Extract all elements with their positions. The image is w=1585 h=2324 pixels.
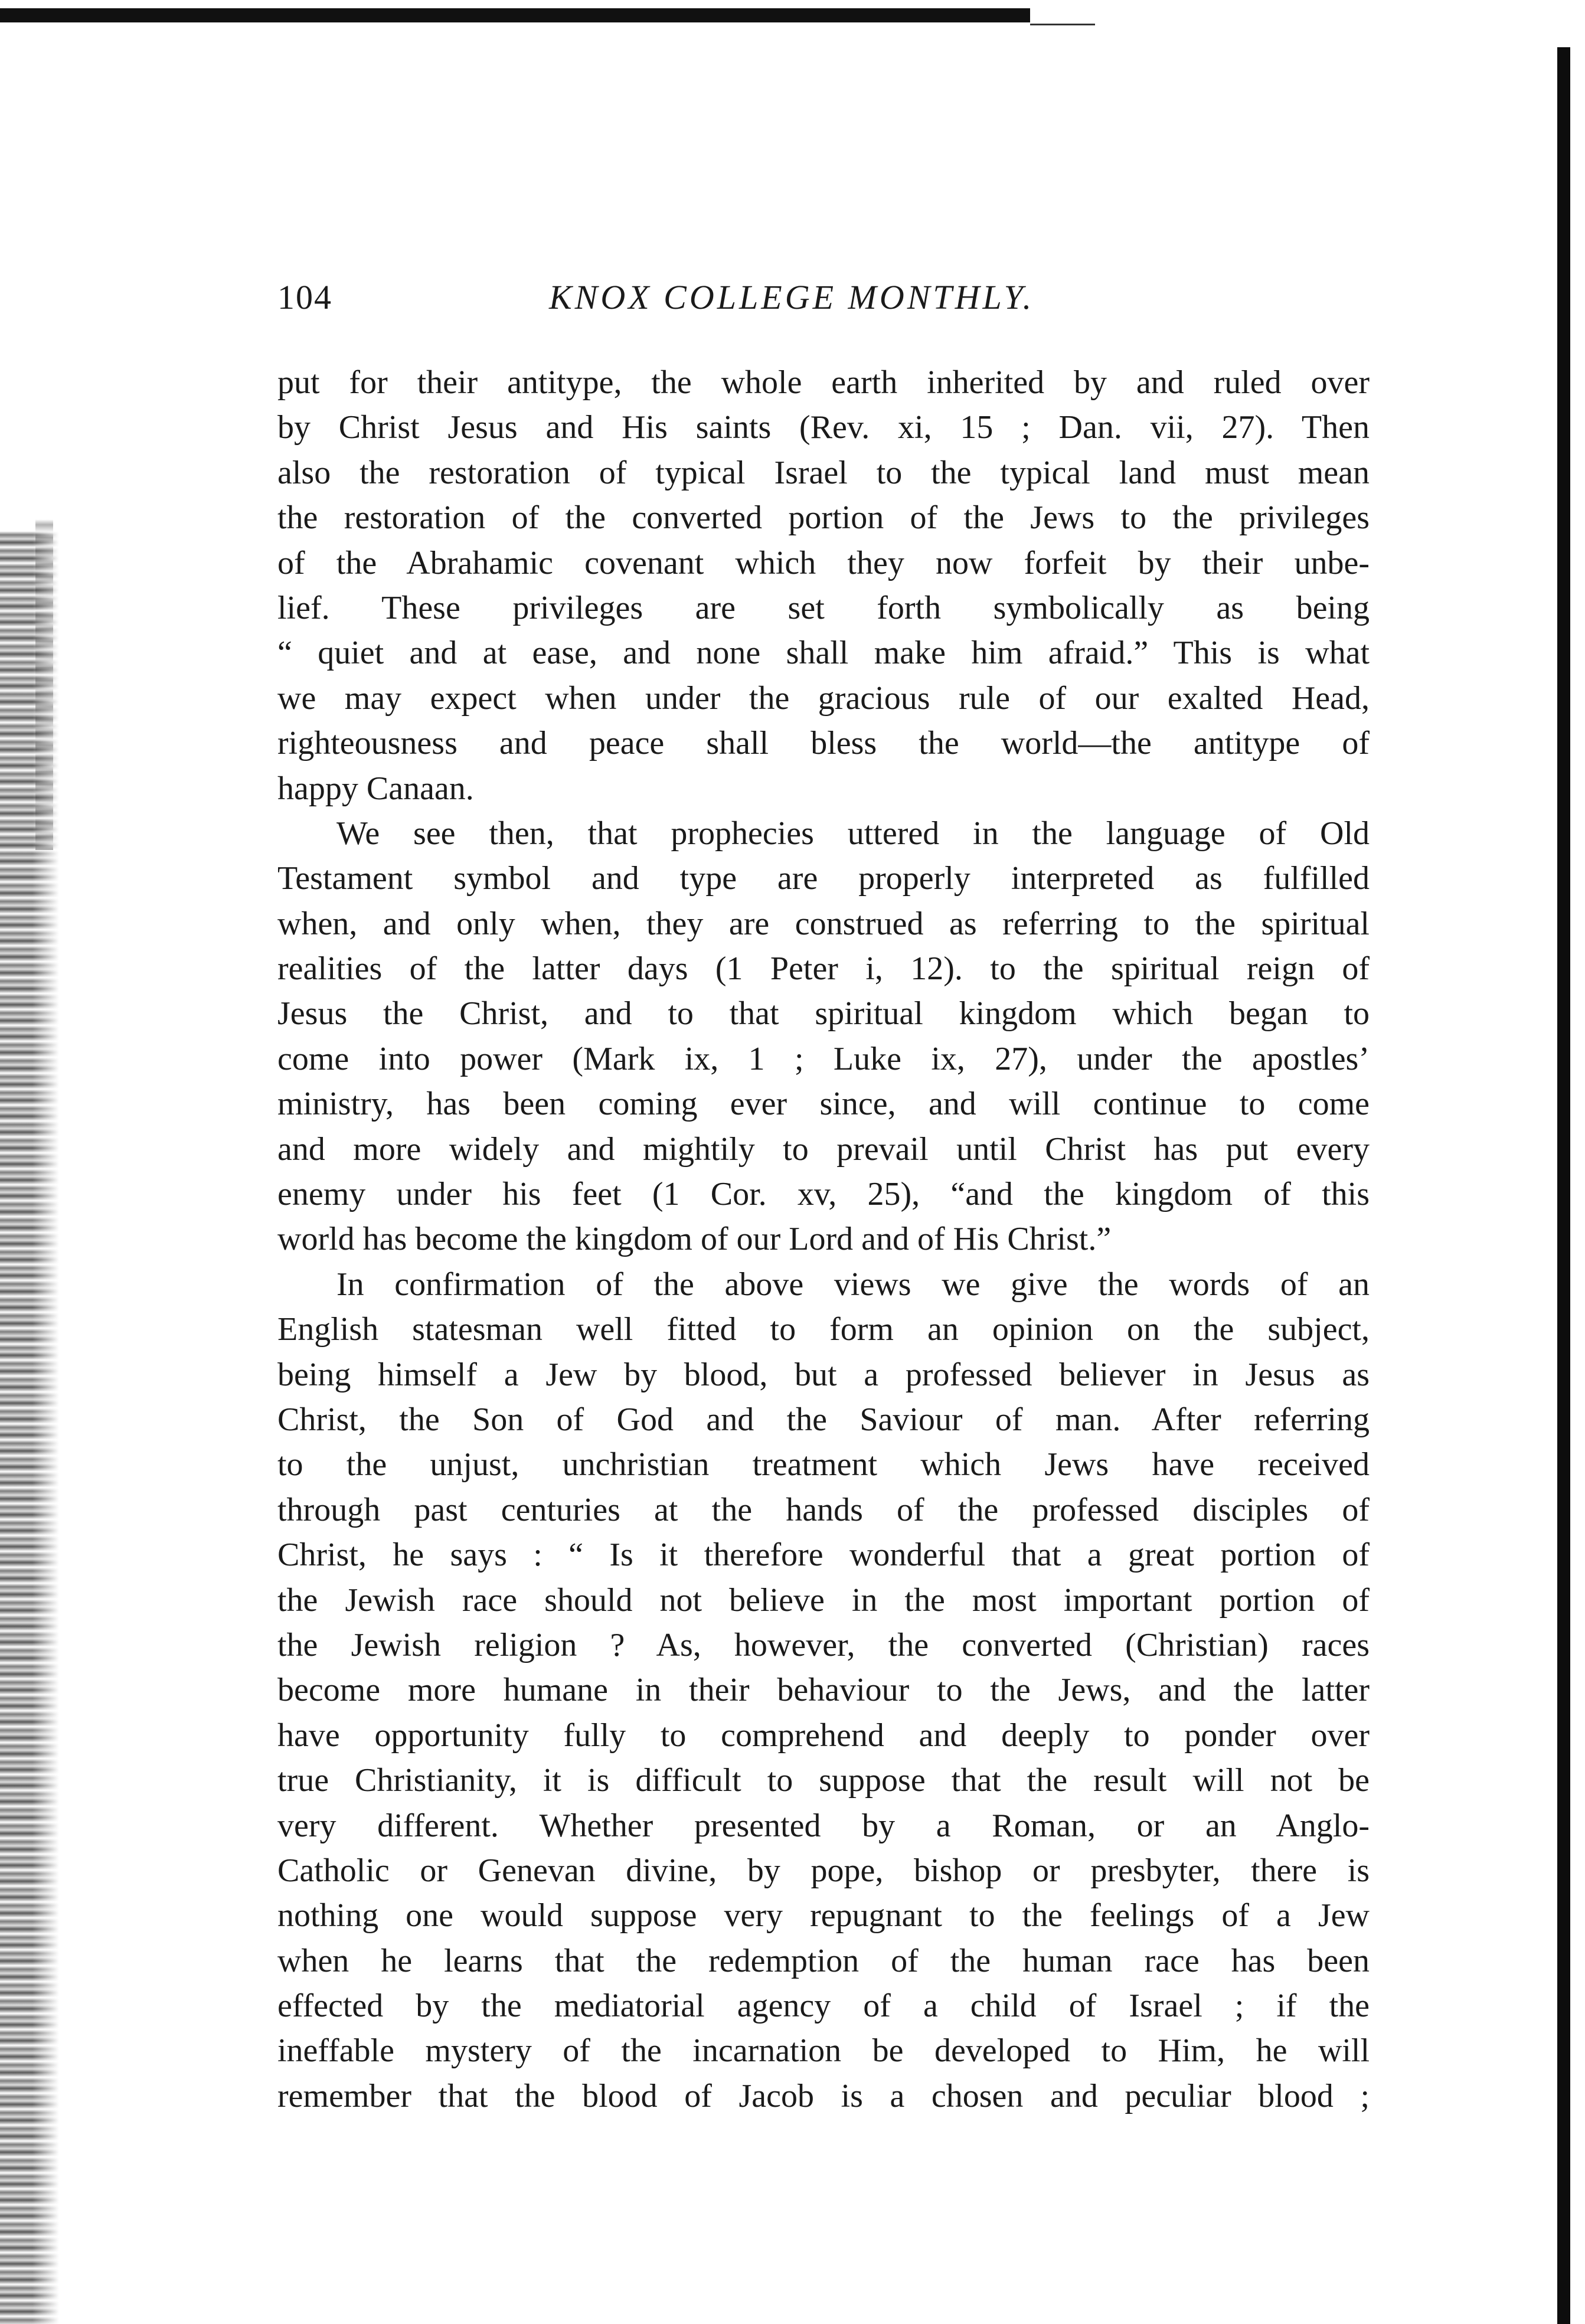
text-line: “ quiet and at ease, and none shall make him afraid.” This is what	[277, 635, 1370, 672]
text-line: come into power (Mark ix, 1 ; Luke ix, 27), under the apostles’	[277, 1040, 1370, 1077]
text-line: Catholic or Genevan divine, by pope, bishop or presbyter, there is	[277, 1852, 1370, 1889]
text-line: the restoration of the converted portion of the Jews to the privileges	[277, 499, 1370, 537]
left-binding-edge-specks	[35, 519, 53, 850]
text-line: and more widely and mightily to prevail until Christ has put every	[277, 1130, 1370, 1168]
paragraph-start-line: We see then, that prophecies uttered in the language of Old	[336, 815, 1370, 852]
text-line: we may expect when under the gracious rule of our exalted Head,	[277, 679, 1370, 717]
text-line: have opportunity fully to comprehend and deeply to ponder over	[277, 1717, 1370, 1754]
running-title: KNOX COLLEGE MONTHLY.	[549, 278, 1035, 316]
body-text	[277, 360, 1370, 2119]
text-line: when, and only when, they are construed as referring to the spiritual	[277, 905, 1370, 942]
text-line: also the restoration of typical Israel to the typical land must mean	[277, 454, 1370, 491]
text-line: true Christianity, it is difficult to suppose that the result will not be	[277, 1762, 1370, 1799]
text-line: become more humane in their behaviour to the Jews, and the latter	[277, 1672, 1370, 1709]
text-line: ineffable mystery of the incarnation be developed to Him, he will	[277, 2032, 1370, 2070]
paragraph-start-line: In confirmation of the above views we give the words of an	[336, 1266, 1370, 1303]
text-line: remember that the blood of Jacob is a chosen and peculiar blood ;	[277, 2077, 1370, 2114]
text-line: realities of the latter days (1 Peter i, 12). to the spiritual reign of	[277, 950, 1370, 988]
text-line: enemy under his feet (1 Cor. xv, 25), “and the kingdom of this	[277, 1176, 1370, 1213]
top-border-rule	[0, 8, 1030, 22]
text-line: the Jewish religion ? As, however, the converted (Christian) races	[277, 1626, 1370, 1663]
text-line: English statesman well fitted to form an opinion on the subject,	[277, 1311, 1370, 1348]
text-line: through past centuries at the hands of the professed disciples of	[277, 1491, 1370, 1528]
text-line: the Jewish race should not believe in the most important portion of	[277, 1581, 1370, 1619]
text-line: of the Abrahamic covenant which they now forfeit by their unbe-	[277, 544, 1370, 581]
text-line: Jesus the Christ, and to that spiritual kingdom which began to	[277, 995, 1370, 1032]
page-number: 104	[277, 278, 332, 316]
text-line: ministry, has been coming ever since, and will continue to come	[277, 1086, 1370, 1123]
paragraph-end-line: happy Canaan.	[277, 770, 474, 807]
text-line: Christ, he says : “ Is it therefore wonderful that a great portion of	[277, 1537, 1370, 1574]
right-page-edge	[1557, 47, 1570, 2324]
page-header	[277, 277, 1370, 331]
text-line: to the unjust, unchristian treatment which Jews have received	[277, 1446, 1370, 1483]
text-line: put for their antitype, the whole earth inherited by and ruled over	[277, 364, 1370, 401]
text-line: righteousness and peace shall bless the world—the antitype of	[277, 725, 1370, 762]
text-line: very different. Whether presented by a Roman, or an Anglo-	[277, 1807, 1370, 1844]
text-line: being himself a Jew by blood, but a professed believer in Jesus as	[277, 1356, 1370, 1393]
text-line: when he learns that the redemption of the human race has been	[277, 1942, 1370, 1979]
text-line: effected by the mediatorial agency of a child of Israel ; if the	[277, 1988, 1370, 2025]
text-line: by Christ Jesus and His saints (Rev. xi, 15 ; Dan. vii, 27). Then	[277, 409, 1370, 446]
text-line: Christ, the Son of God and the Saviour of man. After referring	[277, 1401, 1370, 1438]
text-line: nothing one would suppose very repugnant to the feelings of a Jew	[277, 1897, 1370, 1934]
paragraph-end-line: world has become the kingdom of our Lord and of His Christ.”	[277, 1221, 1112, 1258]
top-border-rule-tail	[1030, 24, 1095, 25]
text-line: Testament symbol and type are properly interpreted as fulfilled	[277, 860, 1370, 897]
text-line: lief. These privileges are set forth symbolically as being	[277, 589, 1370, 626]
